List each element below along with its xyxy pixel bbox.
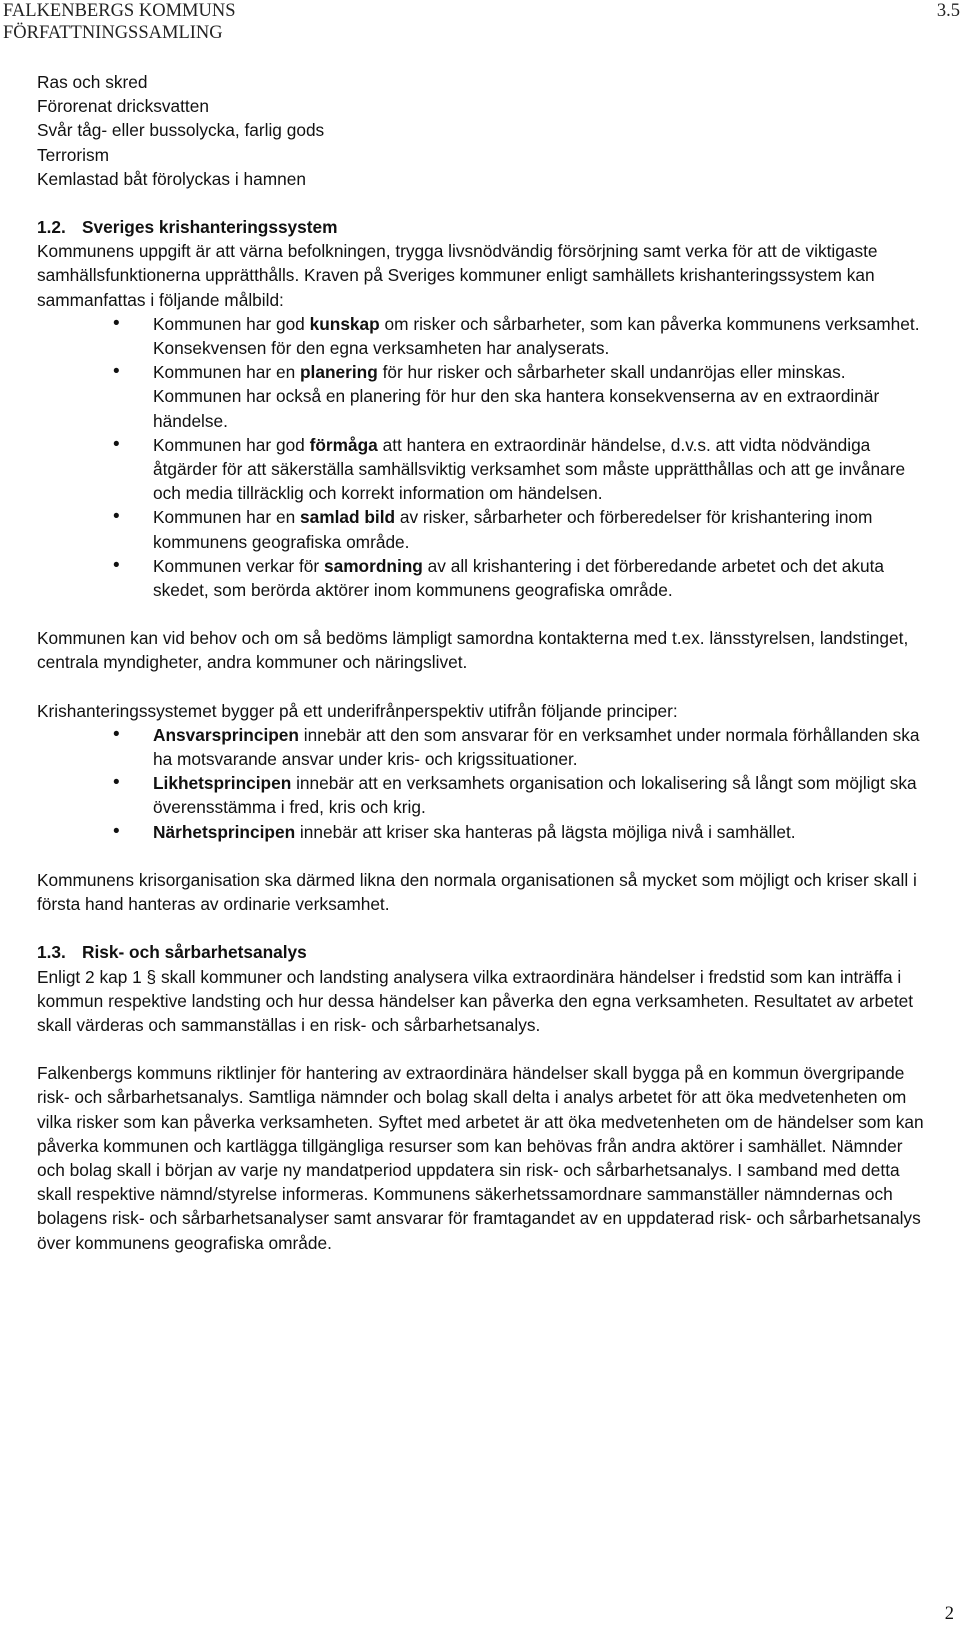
document-body — [37, 70, 929, 1255]
risk-list — [37, 70, 929, 191]
paragraph: Kommunens krisorganisation ska därmed likna den normala organisationen så mycket som möjligt och kriser skall i första hand hanteras av ordinarie verksamhet. — [37, 869, 917, 915]
text: att hantera en extraordinär händelse, d.v.s. att vidta nödvändiga åtgärder för att säkerställa samhällsviktig verksamhet som måste upprätthållas och att ge invånare och media tillräcklig och korrekt information om händelsen. — [153, 434, 906, 504]
paragraph: Kommunens uppgift är att värna befolkningen, trygga livsnödvändig försörjning samt verka för att de viktigaste samhällsfunktionerna upprätthålls. Kraven på Sveriges kommuner enligt samhällets krishanteringssystem kan sammanfattas i följande målbild: — [37, 241, 878, 310]
list-item — [37, 554, 929, 602]
emphasis: Likhetsprincipen — [153, 773, 292, 794]
header-collection: FÖRFATTNINGSSAMLING — [3, 23, 223, 43]
text: Kommunen har en — [153, 362, 300, 383]
text: Kommunen har god — [153, 434, 310, 455]
text: för hur risker och sårbarheter skall undanröjas eller minskas. Kommunen har också en planering för hur den ska hantera konsekvenserna av en extraordinär händelse. — [153, 362, 880, 431]
list-item — [37, 771, 929, 819]
list-item — [37, 820, 929, 844]
text: innebär att en verksamhets organisation och lokalisering så långt som möjligt ska överensstämma i fred, kris och krig. — [153, 773, 917, 818]
text: av risker, sårbarheter och förberedelser för krishantering inom kommunens geografiska område. — [153, 507, 873, 552]
section-heading-1-2 — [37, 215, 929, 239]
header-section-number: 3.5 — [936, 1, 960, 21]
emphasis: samlad bild — [299, 507, 396, 528]
emphasis: Närhetsprincipen — [153, 821, 296, 842]
section-heading-1-3 — [37, 940, 929, 964]
section-title: Sveriges krishanteringssystem — [82, 217, 338, 238]
text: om risker och sårbarheter, som kan påverka kommunens verksamhet. Konsekvensen för den egna verksamheten har analyserats. — [153, 313, 920, 359]
list-item — [37, 723, 929, 771]
emphasis: planering — [299, 362, 378, 383]
risk-item: Ras och skred — [37, 72, 148, 92]
goal-list — [37, 312, 929, 602]
risk-item: Kemlastad båt förolyckas i hamnen — [37, 168, 306, 189]
paragraph: Kommunen kan vid behov och om så bedöms lämpligt samordna kontakterna med t.ex. länsstyrelsen, landstinget, centrala myndigheter, andra kommuner och näringslivet. — [37, 628, 909, 673]
text: Kommunen har god — [153, 313, 310, 334]
text: innebär att den som ansvarar för en verksamhet under normala förhållanden ska ha motsvarande ansvar under kris- och krigssituationer. — [153, 724, 920, 770]
header-organization: FALKENBERGS KOMMUNS — [3, 1, 236, 21]
paragraph: Falkenbergs kommuns riktlinjer för hantering av extraordinära händelser skall bygga på en kommun övergripande risk- och sårbarhetsanalys. Samtliga nämnder och bolag skall delta i analys arbetet för att öka medvetenheten om vilka risker som kan påverka verksamheten. Syftet med arbetet är att öka medvetenheten om de händelser som kan påverka kommunen och kartlägga tillgängliga resurser som kan behövas från andra aktörer i samhället. Nämnder och bolag skall i början av varje ny mandatperiod uppdatera sin risk- och sårbarhetsanalys. I samband med detta skall respektive nämnd/styrelse informeras. Kommunens säkerhetssamordnare sammanställer nämndernas och bolagens risk- och sårbarhetsanalyser samt ansvarar för framtagandet av en uppdaterad risk- och sårbarhetsanalys över kommunens geografiska område. — [37, 1063, 924, 1253]
emphasis: samordning — [323, 555, 423, 576]
section-number: 1.3. — [37, 942, 66, 963]
paragraph — [37, 965, 929, 1038]
text: Kommunen verkar för — [153, 555, 324, 576]
list-item — [37, 433, 929, 506]
section-sign: § — [146, 966, 157, 987]
list-item — [37, 360, 929, 433]
text: av all krishantering i det förberedande arbetet och det akuta skedet, som berörda aktörer inom kommunens geografiska område. — [153, 555, 885, 601]
risk-item: Svår tåg- eller bussolycka, farlig gods — [37, 120, 325, 141]
text: skall kommuner och landsting analysera vilka extraordinära händelser i fredstid som kan inträffa i kommun respektive landsting och hur dessa händelser kan påverka den egna verksamheten. Resultatet av arbetet skall värderas och sammanställas i en risk- och sårbarhetsanalys. — [37, 966, 914, 1035]
text: Enligt 2 kap 1 — [37, 966, 147, 987]
principle-list — [37, 723, 929, 844]
risk-item: Terrorism — [37, 144, 110, 165]
page-number: 2 — [944, 1604, 954, 1624]
section-title: Risk- och sårbarhetsanalys — [82, 942, 307, 963]
text: Kommunen har en — [153, 507, 300, 528]
list-item — [37, 505, 929, 553]
text: innebär att kriser ska hanteras på lägsta möjliga nivå i samhället. — [295, 821, 796, 842]
risk-item: Förorenat dricksvatten — [37, 96, 209, 117]
emphasis: Ansvarsprincipen — [153, 724, 299, 745]
list-item — [37, 312, 929, 360]
paragraph: Krishanteringssystemet bygger på ett underifrånperspektiv utifrån följande principer: — [37, 700, 678, 721]
section-number: 1.2. — [37, 217, 66, 238]
emphasis: kunskap — [309, 313, 380, 334]
emphasis: förmåga — [309, 434, 378, 455]
